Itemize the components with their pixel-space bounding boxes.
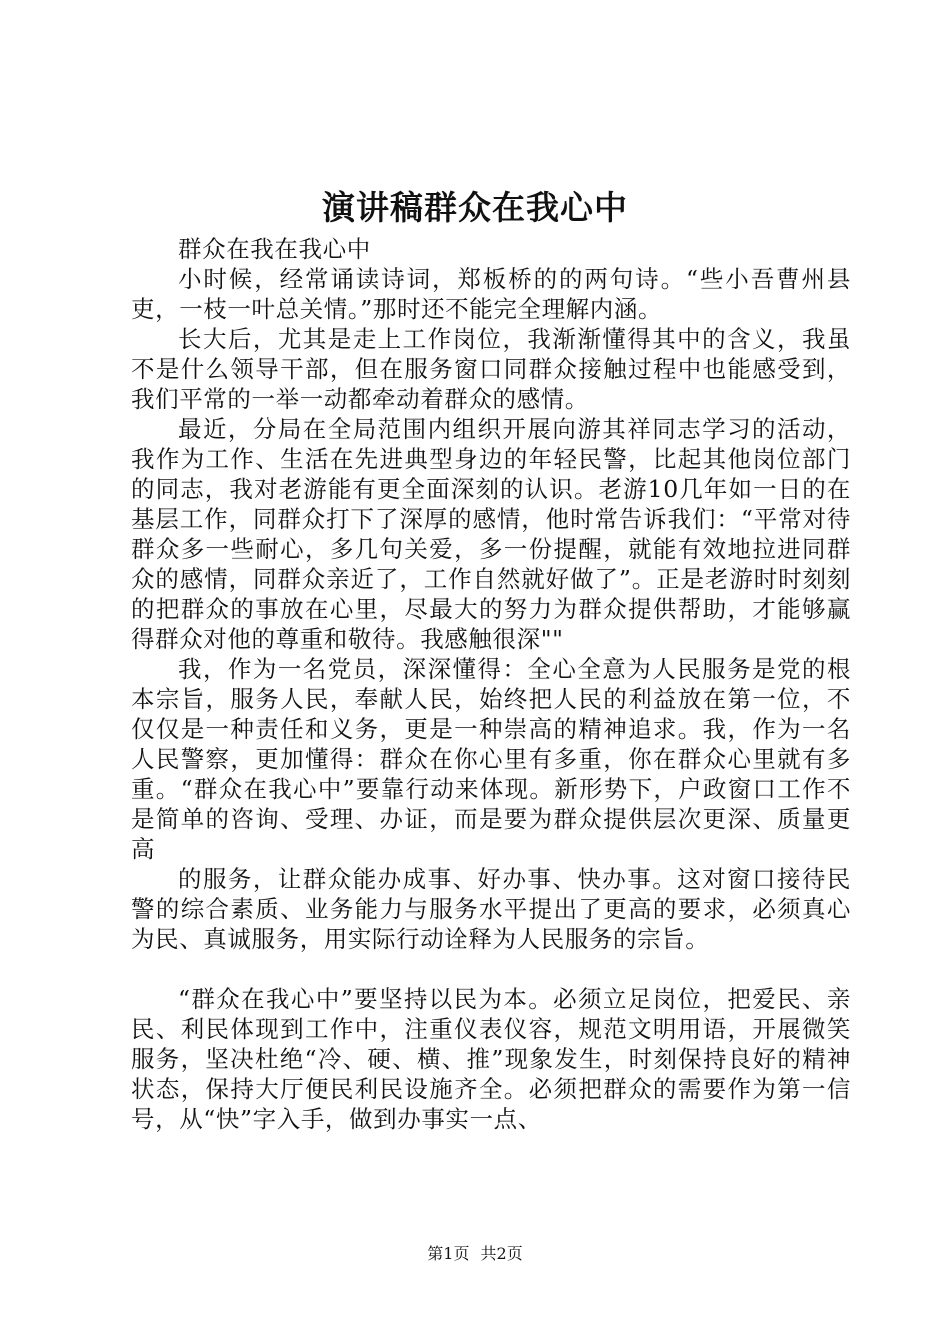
page-footer: 第1页 共2页: [427, 1244, 523, 1263]
document-body: [131, 234, 851, 1134]
paragraph-growing-up: 长大后，尤其是走上工作岗位，我渐渐懂得其中的含义，我虽不是什么领导干部，但在服务窗口同群众接触过程中也能感受到，我们平常的一举一动都牵动着群众的感情。: [131, 325, 851, 413]
paragraph-childhood: 小时候，经常诵读诗词，郑板桥的的两句诗。“些小吾曹州县吏，一枝一叶总关情。”那时还不能完全理解内涵。: [131, 265, 851, 323]
paragraph-service: 的服务，让群众能办成事、好办事、快办事。这对窗口接待民警的综合素质、业务能力与服务水平提出了更高的要求，必须真心为民、真诚服务，用实际行动诠释为人民服务的宗旨。: [131, 865, 851, 953]
paragraph-people-first: “群众在我心中”要坚持以民为本。必须立足岗位，把爱民、亲民、利民体现到工作中，注重仪表仪容，规范文明用语，开展微笑服务，坚决杜绝“冷、硬、横、推”现象发生，时刻保持良好的精神状态，保持大厅便民利民设施齐全。必须把群众的需要作为第一信号，从“快”字入手，做到办事实一点、: [131, 985, 851, 1133]
paragraph-party-member: 我，作为一名党员，深深懂得：全心全意为人民服务是党的根本宗旨，服务人民，奉献人民，始终把人民的利益放在第一位，不仅仅是一种责任和义务，更是一种崇高的精神追求。我，作为一名人民警察，更加懂得：群众在你心里有多重，你在群众心里就有多重。“群众在我心中”要靠行动来体现。新形势下，户政窗口工作不是简单的咨询、受理、办证，而是要为群众提供层次更深、质量更高: [131, 655, 851, 863]
document-title: 演讲稿群众在我心中: [322, 188, 628, 227]
paragraph-recent-study: 最近，分局在全局范围内组织开展向游其祥同志学习的活动，我作为工作、生活在先进典型身边的年轻民警，比起其他岗位部门的同志，我对老游能有更全面深刻的认识。老游10几年如一日的在基层工作，同群众打下了深厚的感情，他时常告诉我们：“平常对待群众多一些耐心，多几句关爱，多一份提醒，就能有效地拉进同群众的感情，同群众亲近了，工作自然就好做了”。正是老游时时刻刻的把群众的事放在心里，尽最大的努力为群众提供帮助，才能够赢得群众对他的尊重和敬待。我感触很深"": [131, 415, 851, 653]
paragraph-subtitle: 群众在我在我心中: [178, 235, 371, 263]
